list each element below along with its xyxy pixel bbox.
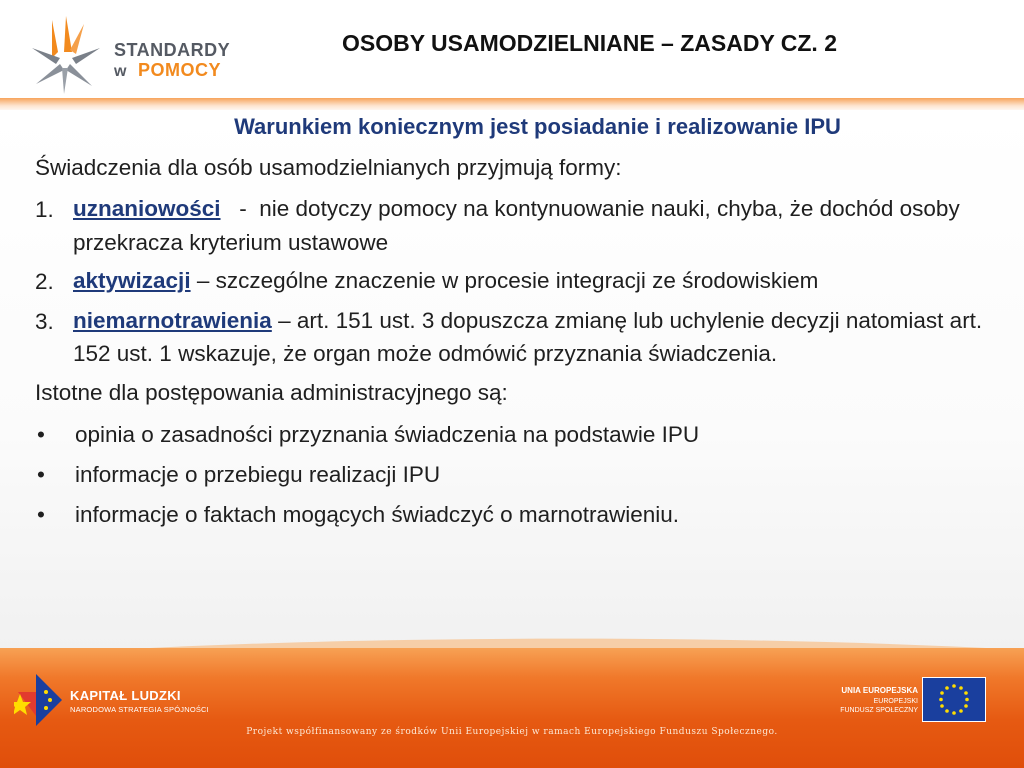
item-term: uznaniowości	[73, 196, 221, 221]
numbered-item	[35, 264, 1000, 300]
item-number: 2.	[35, 268, 54, 294]
intro-text: Świadczenia dla osób usamodzielnianych przyjmują formy:	[35, 155, 622, 180]
item-text: – szczególne znaczenie w procesie integracji ze środowiskiem	[190, 267, 819, 293]
item-text: – art. 151 ust. 3 dopuszcza zmianę lub uchylenie decyzji natomiast art. 152 ust. 1 wskazuje, że organ może odmówić przyznania świadczenia.	[73, 307, 983, 367]
logo-line2: POMOCY	[137, 60, 221, 80]
bullet-text: informacje o przebiegu realizacji IPU	[75, 462, 441, 487]
bullet-icon: •	[37, 462, 45, 487]
kapital-ludzki-title: KAPITAŁ LUDZKI	[70, 688, 181, 703]
standardy-logo-text	[114, 40, 230, 82]
bullet-icon: •	[37, 502, 45, 527]
bullet-icon: •	[37, 422, 45, 447]
bullet-text: opinia o zasadności przyznania świadczenia na podstawie IPU	[75, 422, 700, 447]
bullet-item	[35, 417, 1000, 453]
second-intro-text: Istotne dla postępowania administracyjnego są:	[35, 380, 508, 405]
standardy-star-icon	[22, 12, 108, 98]
logo-line1: STANDARDY	[114, 40, 231, 60]
cofinancing-note: Projekt współfinansowany ze środków Unii Europejskiej w ramach Europejskiego Funduszu Społecznego.	[246, 727, 778, 737]
slide-title: OSOBY USAMODZIELNIANE – ZASADY CZ. 2	[342, 30, 837, 56]
item-term: aktywizacji	[73, 267, 191, 293]
kapital-ludzki-logo-icon	[14, 672, 64, 728]
bullet-item	[35, 497, 1000, 533]
logo-w: w	[114, 63, 127, 80]
numbered-item	[35, 304, 1000, 372]
numbered-item	[35, 192, 1000, 260]
eu-title: UNIA EUROPEJSKA	[841, 686, 918, 695]
item-term: niemarnotrawienia	[73, 307, 272, 333]
eu-subtitle-line2: FUNDUSZ SPOŁECZNY	[840, 707, 918, 714]
kapital-ludzki-subtitle: NARODOWA STRATEGIA SPÓJNOŚCI	[70, 705, 209, 714]
item-number: 3.	[35, 308, 54, 334]
eu-stars-icon	[923, 678, 985, 721]
eu-subtitle-line1: EUROPEJSKI	[873, 698, 918, 705]
item-number: 1.	[35, 197, 54, 222]
bullet-text: informacje o faktach mogących świadczyć o marnotrawieniu.	[75, 502, 680, 527]
slide-content	[35, 112, 1000, 537]
standardy-logo	[22, 12, 252, 98]
eu-flag-icon	[922, 677, 986, 722]
eu-subtitle	[818, 697, 918, 715]
item-text: - nie dotyczy pomocy na kontynuowanie nauki, chyba, że dochód osoby przekracza kryterium ustawowe	[73, 196, 966, 255]
slide-subtitle: Warunkiem koniecznym jest posiadanie i realizowanie IPU	[234, 114, 841, 139]
bullet-item	[35, 457, 1000, 493]
